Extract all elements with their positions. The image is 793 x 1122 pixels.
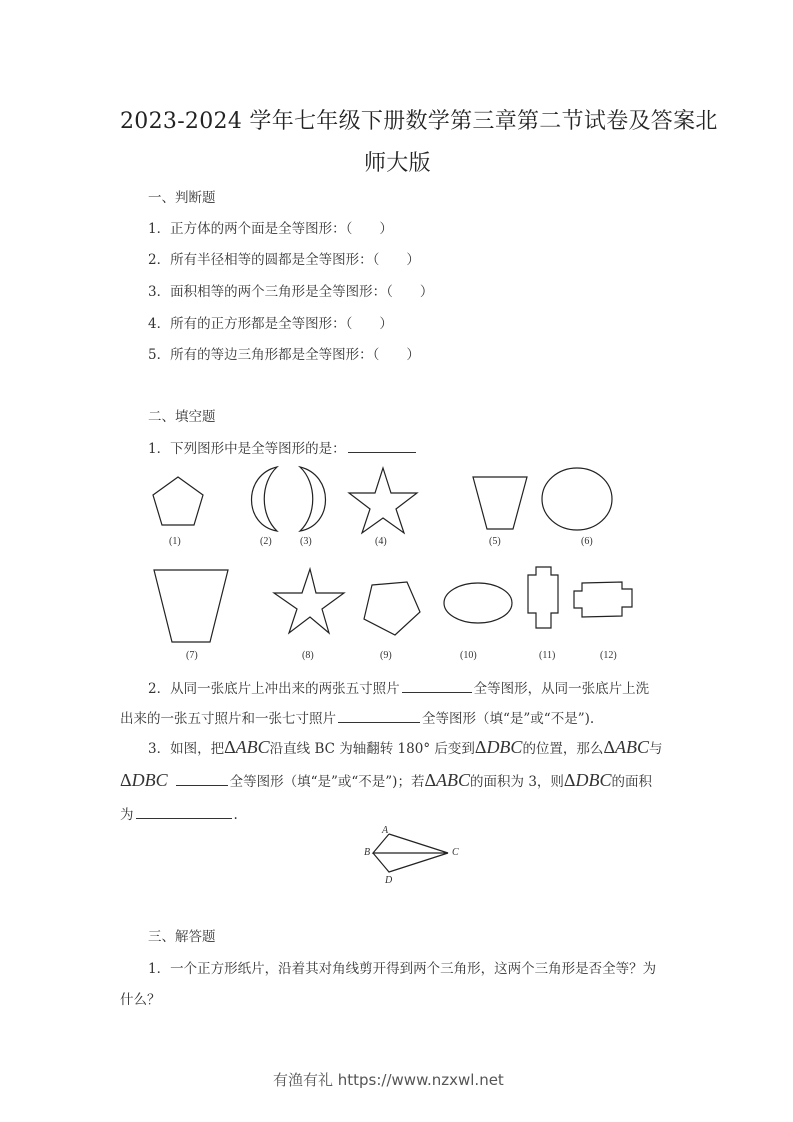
figure-label-9: (9) (380, 650, 392, 661)
vertex-label-d: D (385, 875, 393, 886)
figure-12-cross-shape (572, 580, 638, 620)
triangle-abc: ΔABC (424, 770, 471, 790)
fill-question-3-text-a: 3．如图，把 (148, 741, 225, 757)
answer-blank[interactable] (136, 817, 232, 819)
answer-blank[interactable] (176, 784, 228, 786)
fill-question-2-line-1 (148, 677, 649, 697)
fill-question-3-text-i: . (233, 807, 238, 823)
fill-question-3-text-g: 的面积 (611, 774, 652, 790)
fill-question-3-line-1 (148, 737, 663, 758)
triangle-dbc: ΔDBC (563, 770, 612, 790)
figure-label-4: (4) (375, 536, 387, 547)
figure-7-trapezoid (152, 568, 232, 644)
judgment-question-3: 3．面积相等的两个三角形是全等图形：（ ） (148, 284, 434, 300)
fill-question-3-text-e: 全等图形（填“是”或“不是”)；若 (229, 774, 425, 790)
triangle-dbc: ΔDBC (120, 770, 168, 790)
answer-blank[interactable] (348, 451, 416, 453)
fill-question-3-text-h: 为 (120, 807, 134, 823)
fill-question-3-line-3 (120, 803, 238, 823)
solve-question-1-line-1: 1．一个正方形纸片，沿着其对角线剪开得到两个三角形，这两个三角形是否全等？为 (148, 961, 657, 977)
fill-question-2-line-2 (120, 707, 594, 727)
figure-label-11: (11) (539, 650, 556, 661)
vertex-label-c: C (452, 847, 459, 858)
section-heading-judgment: 一、判断题 (148, 190, 216, 206)
figure-label-12: (12) (600, 650, 617, 661)
footer-watermark: 有渔有礼 https://www.nzxwl.net (273, 1071, 504, 1089)
figure-label-1: (1) (169, 536, 181, 547)
figure-10-ellipse (442, 582, 514, 626)
figure-5-trapezoid (470, 474, 530, 532)
solve-question-1-line-2: 什么？ (120, 992, 161, 1008)
figure-3-crescent (296, 465, 336, 533)
figure-4-star (347, 465, 419, 535)
judgment-question-1: 1．正方体的两个面是全等图形：（ ） (148, 221, 393, 237)
page-title-line-2: 师大版 (364, 151, 431, 176)
figure-label-2: (2) (260, 536, 272, 547)
figure-6-circle (540, 466, 614, 532)
section-heading-fill-blank: 二、填空题 (148, 409, 216, 425)
vertex-label-a: A (382, 825, 389, 836)
answer-blank[interactable] (338, 721, 420, 723)
triangle-dbc: ΔDBC (474, 737, 523, 757)
figure-8-star (274, 567, 346, 635)
fill-question-3-text-d: 与 (649, 741, 663, 757)
fill-question-3-text-b: 沿直线 BC 为轴翻转 180° 后变到 (269, 741, 475, 757)
fill-question-1 (148, 437, 418, 457)
figure-11-cross-shape (525, 565, 561, 631)
vertex-label-b: B (364, 847, 371, 858)
judgment-question-5: 5．所有的等边三角形都是全等图形：（ ） (148, 347, 420, 363)
section-heading-solve: 三、解答题 (148, 929, 216, 945)
judgment-question-4: 4．所有的正方形都是全等图形：（ ） (148, 316, 393, 332)
figure-label-3: (3) (300, 536, 312, 547)
triangle-abc: ΔABC (224, 737, 270, 757)
judgment-question-2: 2．所有半径相等的圆都是全等图形：（ ） (148, 252, 420, 268)
fill-question-2-text-b: 全等图形，从同一张底片上洗 (473, 681, 650, 697)
fill-question-1-text: 1．下列图形中是全等图形的是： (148, 441, 346, 457)
fill-question-2-text-a: 2．从同一张底片上冲出来的两张五寸照片 (148, 681, 400, 697)
figure-label-5: (5) (489, 536, 501, 547)
figure-2-crescent (248, 465, 288, 533)
figure-label-6: (6) (581, 536, 593, 547)
fill-question-3-text-c: 的位置，那么 (522, 741, 604, 757)
triangle-abc: ΔABC (603, 737, 650, 757)
fill-question-3-line-2 (120, 770, 652, 791)
figure-9-pentagon (362, 582, 422, 638)
fill-question-3-text-f: 的面积为 3，则 (470, 774, 564, 790)
fill-question-2-text-d: 全等图形（填“是”或“不是”). (422, 711, 595, 727)
figure-label-10: (10) (460, 650, 477, 661)
figure-1-pentagon (148, 473, 208, 533)
page-title-line-1: 2023-2024 学年七年级下册数学第三章第二节试卷及答案北 (120, 109, 718, 134)
figure-label-8: (8) (302, 650, 314, 661)
figure-label-7: (7) (186, 650, 198, 661)
answer-blank[interactable] (402, 691, 472, 693)
fill-question-2-text-c: 出来的一张五寸照片和一张七寸照片 (120, 711, 336, 727)
